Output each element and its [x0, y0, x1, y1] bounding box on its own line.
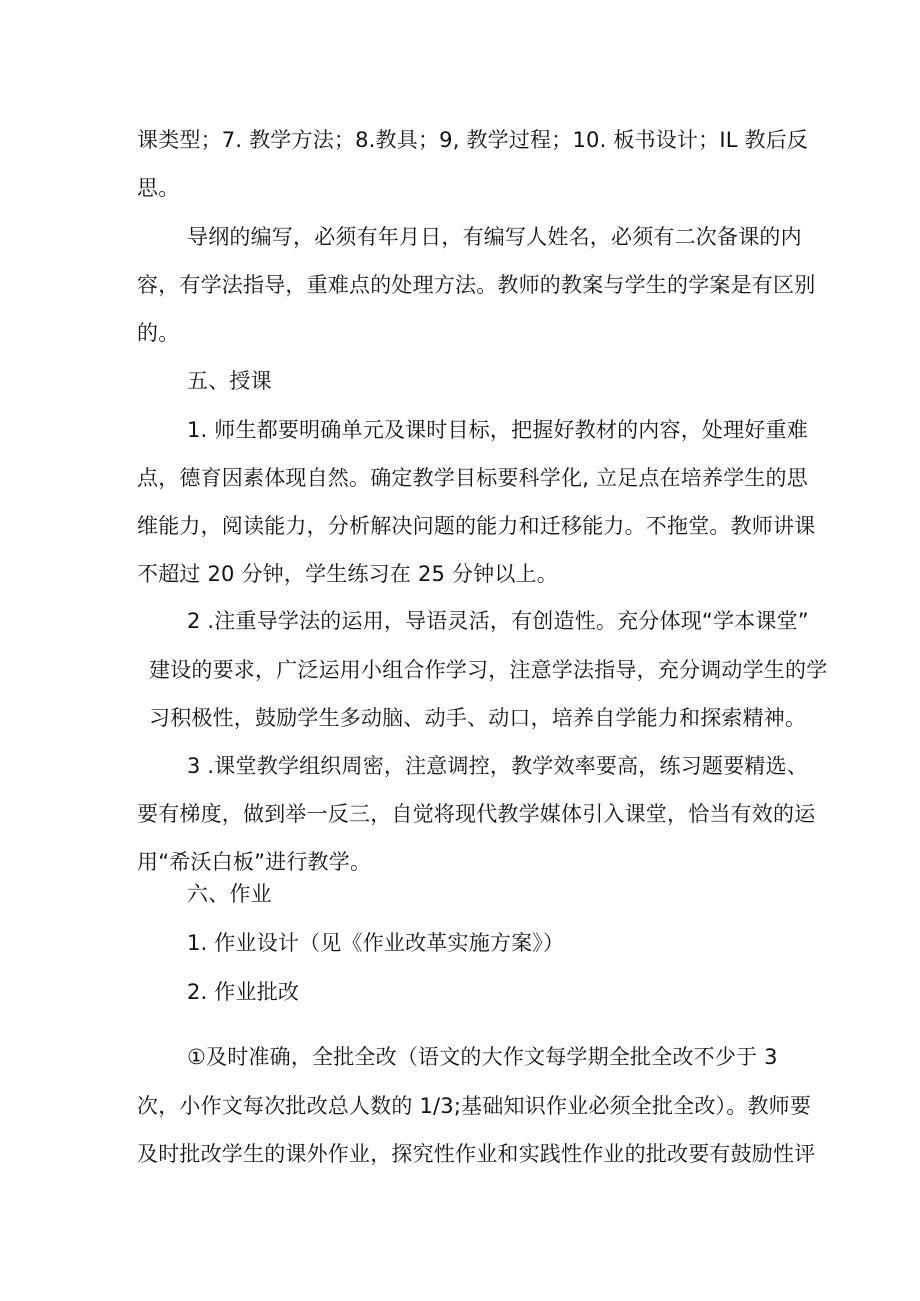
list-item-line: 维能力，阅读能力，分析解决问题的能力和迁移能力。不拖堂。教师讲课	[137, 514, 816, 538]
paragraph-line: 次，小作文每次批改总人数的 1/3;基础知识作业必须全批全改）。教师要	[137, 1094, 812, 1118]
paragraph-line: 容，有学法指导，重难点的处理方法。教师的教案与学生的学案是有区别	[137, 273, 816, 297]
list-item-line: 建设的要求，广泛运用小组合作学习，注意学法指导，充分调动学生的学	[149, 658, 828, 682]
list-item-line: 1. 师生都要明确单元及课时目标，把握好教材的内容，处理好重难	[187, 418, 808, 442]
list-item-line: 2 .注重导学法的运用，导语灵活，有创造性。充分体现“学本课堂”	[187, 609, 809, 633]
paragraph-line: 导纲的编写，必须有年月日，有编写人姓名，必须有二次备课的内	[187, 225, 802, 249]
list-item-line: 用“希沃白板”进行教学。	[137, 850, 372, 874]
list-item-line: 2. 作业批改	[187, 980, 300, 1004]
section-heading: 六、作业	[187, 882, 272, 906]
list-item-line: 不超过 20 分钟，学生练习在 25 分钟以上。	[137, 562, 558, 586]
text-line: 课类型；7. 教学方法；8.教具；9, 教学过程；10. 板书设计；IL 教后反	[137, 128, 809, 152]
list-item-line: 习积极性，鼓励学生多动脑、动手、动口，培养自学能力和探索精神。	[149, 706, 807, 730]
list-item-line: 1. 作业设计（见《作业改革实施方案》）	[187, 931, 565, 955]
list-item-line: 点，德育因素体现自然。确定教学目标要科学化, 立足点在培养学生的思	[137, 466, 808, 490]
paragraph-line: 及时批改学生的课外作业，探究性作业和实践性作业的批改要有鼓励性评	[137, 1142, 816, 1166]
paragraph-line: ①及时准确，全批全改（语文的大作文每学期全批全改不少于 3	[187, 1045, 778, 1069]
paragraph-line: 的。	[137, 321, 180, 345]
list-item-line: 3 .课堂教学组织周密，注意调控，教学效率要高，练习题要精选、	[187, 754, 808, 778]
section-heading: 五、授课	[187, 369, 272, 393]
text-line: 思。	[137, 176, 180, 200]
list-item-line: 要有梯度，做到举一反三，自觉将现代教学媒体引入课堂，恰当有效的运	[137, 802, 816, 826]
